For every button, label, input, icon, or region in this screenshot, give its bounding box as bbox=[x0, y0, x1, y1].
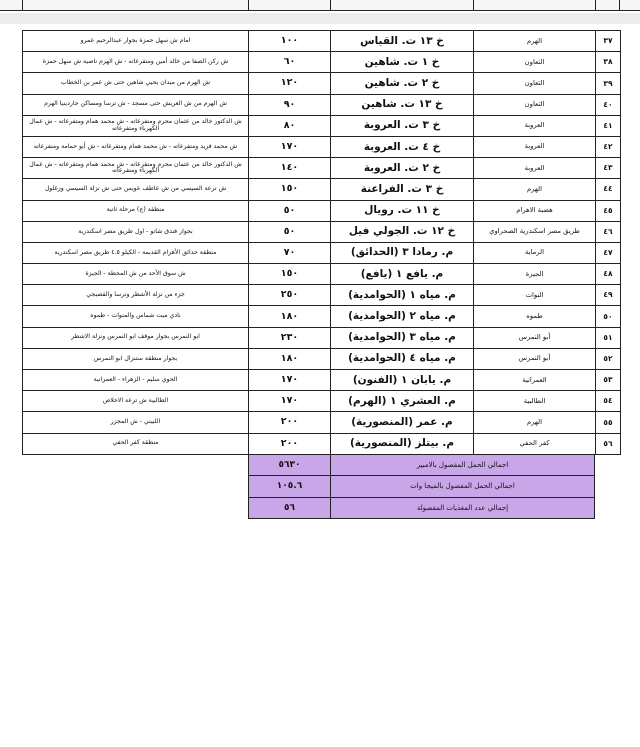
table-divider bbox=[22, 0, 23, 10]
affected-area-cell: ش الهرم من ميدان يحيي شاهين حتى ش عمر بن الخطاب bbox=[23, 73, 249, 94]
affected-area-cell: بجوار فندق شاتو - اول طريق مصر اسكندرية bbox=[23, 221, 249, 242]
feeder-cell: م. مياه ١ (الحوامدية) bbox=[331, 285, 474, 306]
table-row bbox=[23, 348, 621, 369]
affected-area-cell: الحوي سليم - الزهراء - العمرانية bbox=[23, 370, 249, 391]
table-row bbox=[23, 136, 621, 157]
row-number-cell: ٤٨ bbox=[596, 264, 621, 285]
table-row bbox=[23, 179, 621, 200]
row-number-cell: ٥٦ bbox=[596, 433, 621, 454]
row-number-cell: ٥١ bbox=[596, 327, 621, 348]
load-cell: ٢٣٠ bbox=[249, 327, 331, 348]
load-cell: ١٧٠ bbox=[249, 136, 331, 157]
district-cell: العروبة bbox=[474, 158, 596, 179]
row-number-cell: ٥٤ bbox=[596, 391, 621, 412]
row-number-cell: ٤٥ bbox=[596, 200, 621, 221]
row-number-cell: ٤٩ bbox=[596, 285, 621, 306]
feeder-cell: م. مياه ٣ (الحوامدية) bbox=[331, 327, 474, 348]
feeder-cell: م. رمادا ٣ (الحدائق) bbox=[331, 242, 474, 263]
affected-area-cell: ش ركن الصفا من خالد أمين ومتفرعاته - ش الهرم ناصية ش سهل حمزة bbox=[23, 52, 249, 73]
total-label: اجمالي الحمل المفصول بالميجا وات bbox=[331, 476, 595, 497]
load-cell: ٧٠ bbox=[249, 242, 331, 263]
totals-table bbox=[248, 454, 595, 519]
row-number-cell: ٤٠ bbox=[596, 94, 621, 115]
feeder-cell: خ ٤ ت. العروبة bbox=[331, 136, 474, 157]
row-number-cell: ٣٧ bbox=[596, 31, 621, 52]
affected-area-cell: ابو النمرس بجوار موقف ابو النمرس ونزلة الاشطر bbox=[23, 327, 249, 348]
table-row bbox=[23, 306, 621, 327]
table-row bbox=[23, 242, 621, 263]
load-cell: ٥٠ bbox=[249, 221, 331, 242]
load-cell: ٢٠٠ bbox=[249, 433, 331, 454]
feeder-cell: م. يافع ١ (يافع) bbox=[331, 264, 474, 285]
total-label: إجمالي عدد المغذيات المفصولة bbox=[331, 497, 595, 518]
affected-area-cell: ش الدكتور خالد من عثمان محرم ومتفرعاته - ش محمد همام ومتفرعاته - ش عمال الكهرباء ومتفرعاته bbox=[23, 115, 249, 136]
feeder-cell: م. عمر (المنصورية) bbox=[331, 412, 474, 433]
feeder-cell: خ ٣ ت. الفراعنة bbox=[331, 179, 474, 200]
district-cell: الهرم bbox=[474, 412, 596, 433]
affected-area-cell: بجوار منطقة ستنزال ابو النمرس bbox=[23, 348, 249, 369]
load-cell: ١٥٠ bbox=[249, 264, 331, 285]
affected-area-cell: جزء من نزلة الأشطر وترسا والقصبجي bbox=[23, 285, 249, 306]
affected-area-cell: الطالبية ش ترعة الاخلاص bbox=[23, 391, 249, 412]
feeder-cell: خ ١٣ ت. شاهين bbox=[331, 94, 474, 115]
load-cell: ٦٠ bbox=[249, 52, 331, 73]
totals-row bbox=[249, 497, 595, 518]
feeder-cell: خ ١٢ ت. الجولي فيل bbox=[331, 221, 474, 242]
table-divider bbox=[248, 0, 249, 10]
table-row bbox=[23, 433, 621, 454]
load-cell: ١٢٠ bbox=[249, 73, 331, 94]
affected-area-cell: منطقة حدائق الأهرام القديمة - الكيلو ٤.٥ طريق مصر اسكندرية bbox=[23, 242, 249, 263]
load-cell: ١٠٠ bbox=[249, 31, 331, 52]
row-number-cell: ٤٣ bbox=[596, 158, 621, 179]
feeder-cell: خ ٢ ت. العروبة bbox=[331, 158, 474, 179]
feeder-cell: م. بيتلز (المنصورية) bbox=[331, 433, 474, 454]
feeder-cell: خ ١١ ت. رويال bbox=[331, 200, 474, 221]
table-row bbox=[23, 285, 621, 306]
district-cell: طريق مصر اسكندرية الصحراوي bbox=[474, 221, 596, 242]
load-cell: ٢٥٠ bbox=[249, 285, 331, 306]
row-number-cell: ٥٢ bbox=[596, 348, 621, 369]
district-cell: النوات bbox=[474, 285, 596, 306]
row-number-cell: ٣٨ bbox=[596, 52, 621, 73]
district-cell: الهرم bbox=[474, 31, 596, 52]
load-cell: ٢٠٠ bbox=[249, 412, 331, 433]
table-row bbox=[23, 412, 621, 433]
affected-area-cell: منطقة (ج) مرحلة ثانية bbox=[23, 200, 249, 221]
affected-area-cell: امام ش سهل حمزة بجوار عبدالرحيم عمرو bbox=[23, 31, 249, 52]
totals-row bbox=[249, 455, 595, 476]
feeder-cell: خ ١٣ ت. القياس bbox=[331, 31, 474, 52]
district-cell: الطالبية bbox=[474, 391, 596, 412]
total-value: ٥٦٣٠ bbox=[249, 455, 331, 476]
table-row bbox=[23, 370, 621, 391]
district-cell: العمرانية bbox=[474, 370, 596, 391]
table-divider bbox=[619, 0, 620, 10]
affected-area-cell: ش الهرم من ش العريش حتى مسجد - ش ترسا ومساكن جاردينيا الهرم bbox=[23, 94, 249, 115]
table-row bbox=[23, 327, 621, 348]
load-cell: ٩٠ bbox=[249, 94, 331, 115]
load-cell: ١٨٠ bbox=[249, 348, 331, 369]
table-row bbox=[23, 264, 621, 285]
table-divider bbox=[330, 0, 331, 10]
feeder-cell: م. العشري ١ (الهرم) bbox=[331, 391, 474, 412]
district-cell: التعاون bbox=[474, 73, 596, 94]
feeder-cell: م. مياه ٤ (الحوامدية) bbox=[331, 348, 474, 369]
table-row bbox=[23, 391, 621, 412]
affected-area-cell: نادي ميت شماس والمنوات - طموه bbox=[23, 306, 249, 327]
total-value: ١٠٥.٦ bbox=[249, 476, 331, 497]
district-cell: العروبة bbox=[474, 136, 596, 157]
feeder-cell: م. يابان ١ (الفنون) bbox=[331, 370, 474, 391]
total-label: اجمالي الحمل المفصول بالامبير bbox=[331, 455, 595, 476]
row-number-cell: ٥٣ bbox=[596, 370, 621, 391]
affected-area-cell: ش محمد فريد ومتفرعاته - ش محمد همام ومتفرعاته - ش أبو حمامة ومتفرعاته bbox=[23, 136, 249, 157]
feeder-cell: خ ٣ ت. العروبة bbox=[331, 115, 474, 136]
table-row bbox=[23, 94, 621, 115]
row-number-cell: ٤٦ bbox=[596, 221, 621, 242]
page-break bbox=[0, 13, 640, 24]
district-cell: أبو النمرس bbox=[474, 327, 596, 348]
district-cell: الرماية bbox=[474, 242, 596, 263]
totals-row bbox=[249, 476, 595, 497]
table-row bbox=[23, 200, 621, 221]
district-cell: الهرم bbox=[474, 179, 596, 200]
district-cell: التعاون bbox=[474, 52, 596, 73]
table-row bbox=[23, 158, 621, 179]
row-number-cell: ٣٩ bbox=[596, 73, 621, 94]
total-value: ٥٦ bbox=[249, 497, 331, 518]
table-row bbox=[23, 52, 621, 73]
table-divider bbox=[473, 0, 474, 10]
load-cell: ١٤٠ bbox=[249, 158, 331, 179]
affected-area-cell: ش سوق الأحد من ش المحطة - الجيزة bbox=[23, 264, 249, 285]
feeder-cell: م. مياه ٢ (الحوامدية) bbox=[331, 306, 474, 327]
affected-area-cell: اللبيني - ش المجزر bbox=[23, 412, 249, 433]
row-number-cell: ٥٥ bbox=[596, 412, 621, 433]
row-number-cell: ٤٧ bbox=[596, 242, 621, 263]
load-cell: ١٧٠ bbox=[249, 370, 331, 391]
load-cell: ٨٠ bbox=[249, 115, 331, 136]
row-number-cell: ٤١ bbox=[596, 115, 621, 136]
row-number-cell: ٤٢ bbox=[596, 136, 621, 157]
district-cell: هضبة الاهرام bbox=[474, 200, 596, 221]
affected-area-cell: ش الدكتور خالد من عثمان محرم ومتفرعاته - ش محمد همام ومتفرعاته - ش عمال الكهرباء ومتفرعاته bbox=[23, 158, 249, 179]
table-row bbox=[23, 221, 621, 242]
load-cell: ١٧٠ bbox=[249, 391, 331, 412]
district-cell: التعاون bbox=[474, 94, 596, 115]
load-cell: ١٥٠ bbox=[249, 179, 331, 200]
table-divider bbox=[595, 0, 596, 10]
feeders-table bbox=[22, 30, 621, 455]
affected-area-cell: منطقة كفر الحفي bbox=[23, 433, 249, 454]
previous-page-table-edge bbox=[0, 0, 640, 11]
district-cell: أبو النمرس bbox=[474, 348, 596, 369]
affected-area-cell: ش ترعة السيسي من ش عاطف عويس حتى ش نزلة السيسي وزغلول bbox=[23, 179, 249, 200]
table-row bbox=[23, 115, 621, 136]
row-number-cell: ٥٠ bbox=[596, 306, 621, 327]
district-cell: طموه bbox=[474, 306, 596, 327]
table-row bbox=[23, 73, 621, 94]
row-number-cell: ٤٤ bbox=[596, 179, 621, 200]
district-cell: كفر الحفي bbox=[474, 433, 596, 454]
table-row bbox=[23, 31, 621, 52]
load-cell: ٥٠ bbox=[249, 200, 331, 221]
load-cell: ١٨٠ bbox=[249, 306, 331, 327]
district-cell: الجيزة bbox=[474, 264, 596, 285]
feeder-cell: خ ٢ ت. شاهين bbox=[331, 73, 474, 94]
feeder-cell: خ ١ ت. شاهين bbox=[331, 52, 474, 73]
district-cell: العروبة bbox=[474, 115, 596, 136]
